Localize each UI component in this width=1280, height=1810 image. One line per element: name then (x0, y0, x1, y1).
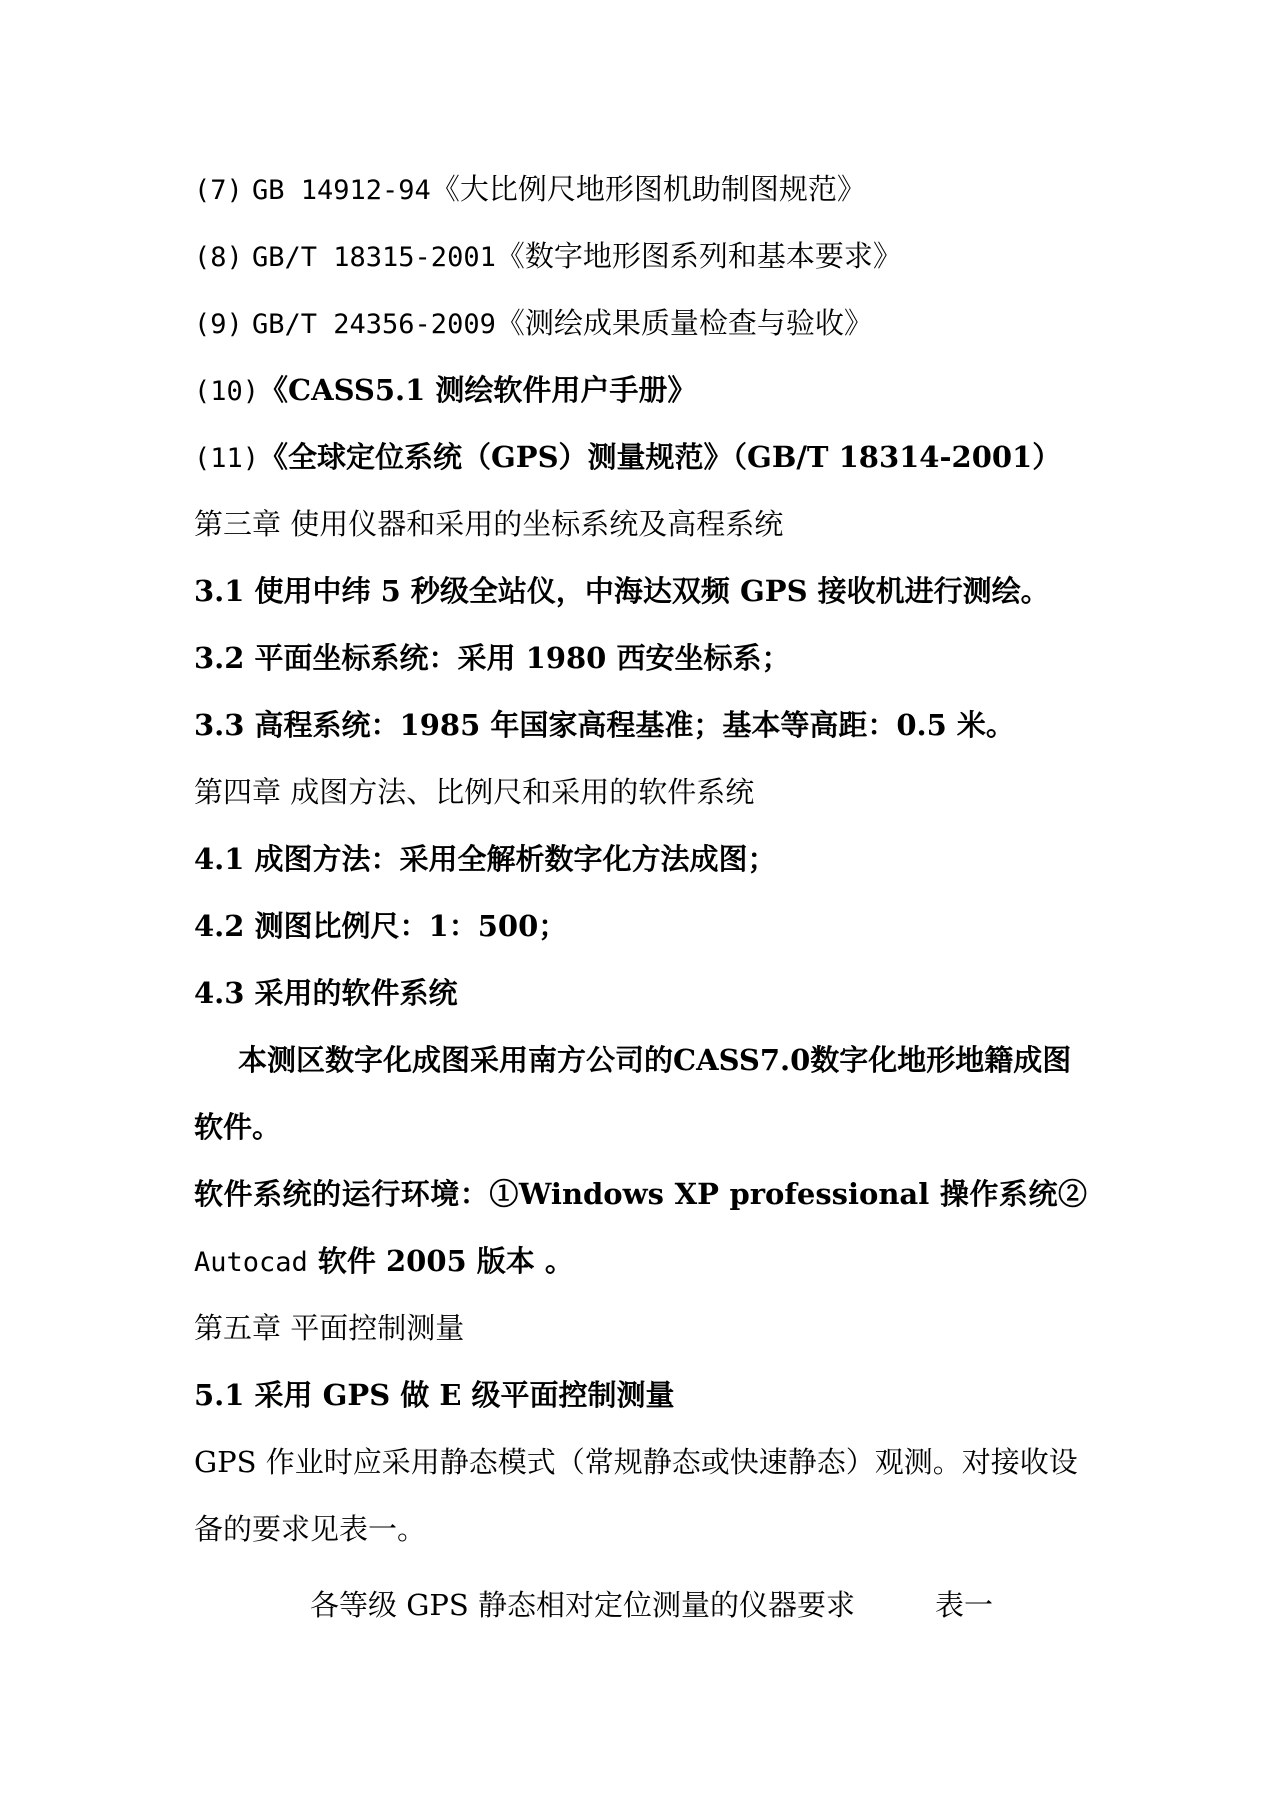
section-3-1: 3.1 使用中纬 5 秒级全站仪，中海达双频 GPS 接收机进行测绘。 (194, 574, 1050, 608)
reference-number: (7) (194, 175, 243, 206)
reference-item-9 (194, 304, 873, 344)
reference-title: 《数字地形图系列和基本要求》 (495, 239, 902, 273)
reference-title: 《测绘成果质量检查与验收》 (495, 306, 873, 340)
table-number: 表一 (934, 1588, 993, 1622)
table-caption (310, 1586, 993, 1624)
section-5-1: 5.1 采用 GPS 做 E 级平面控制测量 (194, 1378, 675, 1412)
reference-code: GB/T 18315-2001 (252, 242, 496, 273)
section-4-3: 4.3 采用的软件系统 (194, 976, 458, 1010)
table-caption-text: 各等级 GPS 静态相对定位测量的仪器要求 (310, 1588, 855, 1622)
gps-paragraph-line-2: 备的要求见表一。 (194, 1512, 427, 1546)
reference-code: GB/T 24356-2009 (252, 309, 496, 340)
software-paragraph-line-2: 软件。 (194, 1110, 282, 1144)
autocad-label: Autocad (194, 1247, 308, 1278)
gps-paragraph-line-1: GPS 作业时应采用静态模式（常规静态或快速静态）观测。对接收设 (194, 1445, 1078, 1479)
software-paragraph-line-1: 本测区数字化成图采用南方公司的CASS7.0数字化地形地籍成图 (238, 1043, 1072, 1077)
reference-number: (8) (194, 242, 243, 273)
chapter5-heading: 第五章 平面控制测量 (194, 1311, 465, 1345)
reference-item-10 (194, 371, 696, 411)
chapter4-heading: 第四章 成图方法、比例尺和采用的软件系统 (194, 775, 755, 809)
reference-item-8 (194, 237, 902, 277)
section-3-2: 3.2 平面坐标系统：采用 1980 西安坐标系； (194, 641, 791, 675)
reference-item-7 (194, 170, 866, 210)
chapter3-heading: 第三章 使用仪器和采用的坐标系统及高程系统 (194, 507, 784, 541)
environment-paragraph-line-2 (194, 1242, 574, 1282)
reference-title: 《全球定位系统（GPS）测量规范》（GB/T 18314-2001） (259, 440, 1062, 474)
reference-number: (10) (194, 376, 260, 407)
reference-item-11 (194, 438, 1061, 478)
section-4-1: 4.1 成图方法：采用全解析数字化方法成图； (194, 842, 777, 876)
section-4-2: 4.2 测图比例尺：1：500； (194, 909, 568, 943)
reference-title: 《大比例尺地形图机助制图规范》 (430, 172, 866, 206)
section-3-3: 3.3 高程系统：1985 年国家高程基准；基本等高距：0.5 米。 (194, 708, 1015, 742)
environment-paragraph-line-1: 软件系统的运行环境：①Windows XP professional 操作系统② (194, 1177, 1087, 1211)
autocad-version-text: 软件 2005 版本 。 (307, 1244, 574, 1278)
reference-number: (11) (194, 443, 260, 474)
reference-number: (9) (194, 309, 243, 340)
reference-code: GB 14912-94 (252, 175, 431, 206)
reference-title: 《CASS5.1 测绘软件用户手册》 (259, 373, 697, 407)
